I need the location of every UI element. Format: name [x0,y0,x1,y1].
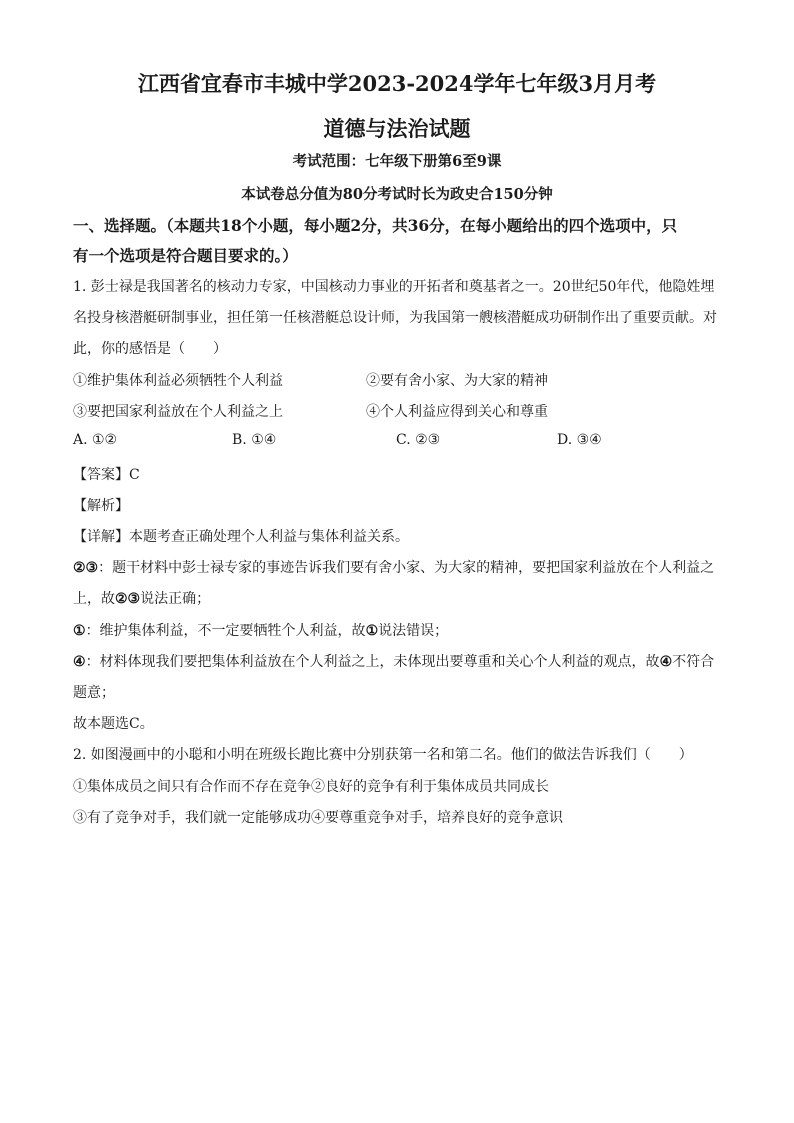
q1-explanation-1-line2 [73,588,210,608]
exp2-key2: ① [365,623,379,639]
q1-item-3: ③要把国家利益放在个人利益之上 [73,404,283,420]
q1-option-c: C. ②③ [396,432,441,448]
exp1-key: ②③ [73,560,99,576]
q1-answer [73,464,140,484]
q2-stem: 2. 如图漫画中的小聪和小明在班级长跑比赛中分别获第一名和第二名。他们的做法告诉我们（ ） [73,747,693,763]
q1-explanation-3-line2: 题意； [73,685,115,701]
q1-conclusion: 故本题选C。 [73,716,154,732]
q1-stem-line3: 此，你的感悟是（ ） [73,341,227,357]
detail-label: 【详解】 [73,529,129,545]
q1-stem-line2: 名投身核潜艇研制事业，担任第一任核潜艇总设计师，为我国第一艘核潜艇成功研制作出了重要贡献。对 [73,310,717,326]
q1-option-d: D. ③④ [557,432,602,448]
exp1-line2-key: ②③ [115,591,141,607]
q1-option-b: B. ①④ [232,432,277,448]
q2-items-line2: ③有了竞争对手，我们就一定能够成功④要尊重竞争对手，培养良好的竞争意识 [73,810,563,826]
q1-option-a: A. ①② [73,432,118,448]
exp3-key2: ④ [659,654,673,670]
exp1-text: ：题干材料中彭士禄专家的事迹告诉我们要有舍小家、为大家的精神，要把国家利益放在个人利益之 [98,560,715,576]
q1-item-4: ④个人利益应得到关心和尊重 [366,404,548,420]
answer-value: C [129,467,140,483]
exam-scope: 考试范围：七年级下册第6至9课 [292,153,502,170]
exp2-post: 说法错误； [378,623,449,639]
exp1-line2-pre: 上，故 [73,591,115,607]
exp2-key: ① [73,623,86,639]
q1-explanation-2 [73,620,448,640]
exam-info: 本试卷总分值为80分考试时长为政史合150分钟 [241,186,553,203]
section-heading-line2: 有一个选项是符合题目要求的。） [73,246,298,265]
detail-text: 本题考查正确处理个人利益与集体利益关系。 [129,529,409,545]
exam-subtitle: 道德与法治试题 [323,116,471,141]
q1-stem-line1: 1. 彭士禄是我国著名的核动力专家，中国核动力事业的开拓者和奠基者之一。20世纪50年代，他隐姓埋 [73,279,715,295]
exp1-line2-post: 说法正确； [140,591,211,607]
section-heading-line1: 一、选择题。（本题共18个小题，每小题2分，共36分，在每小题给出的四个选项中，只 [73,216,678,235]
q1-explanation-1-line1 [73,557,714,577]
answer-label: 【答案】 [73,467,129,483]
exp3-post: 不符合 [672,654,715,670]
q1-explanation-3-line1 [73,651,714,671]
q1-detail [73,526,409,546]
exp2-text: ：维护集体利益，不一定要牺牲个人利益，故 [85,623,366,639]
q1-item-2: ②要有舍小家、为大家的精神 [366,373,548,389]
q2-items-line1: ①集体成员之间只有合作而不存在竞争②良好的竞争有利于集体成员共同成长 [73,779,549,795]
q1-item-1: ①维护集体利益必须牺牲个人利益 [73,373,283,389]
exp3-key: ④ [73,654,86,670]
exam-title: 江西省宜春市丰城中学2023-2024学年七年级3月月考 [137,71,657,96]
q1-analysis-label: 【解析】 [73,498,129,514]
exp3-text: ：材料体现我们要把集体利益放在个人利益之上，未体现出要尊重和关心个人利益的观点，故 [85,654,660,670]
